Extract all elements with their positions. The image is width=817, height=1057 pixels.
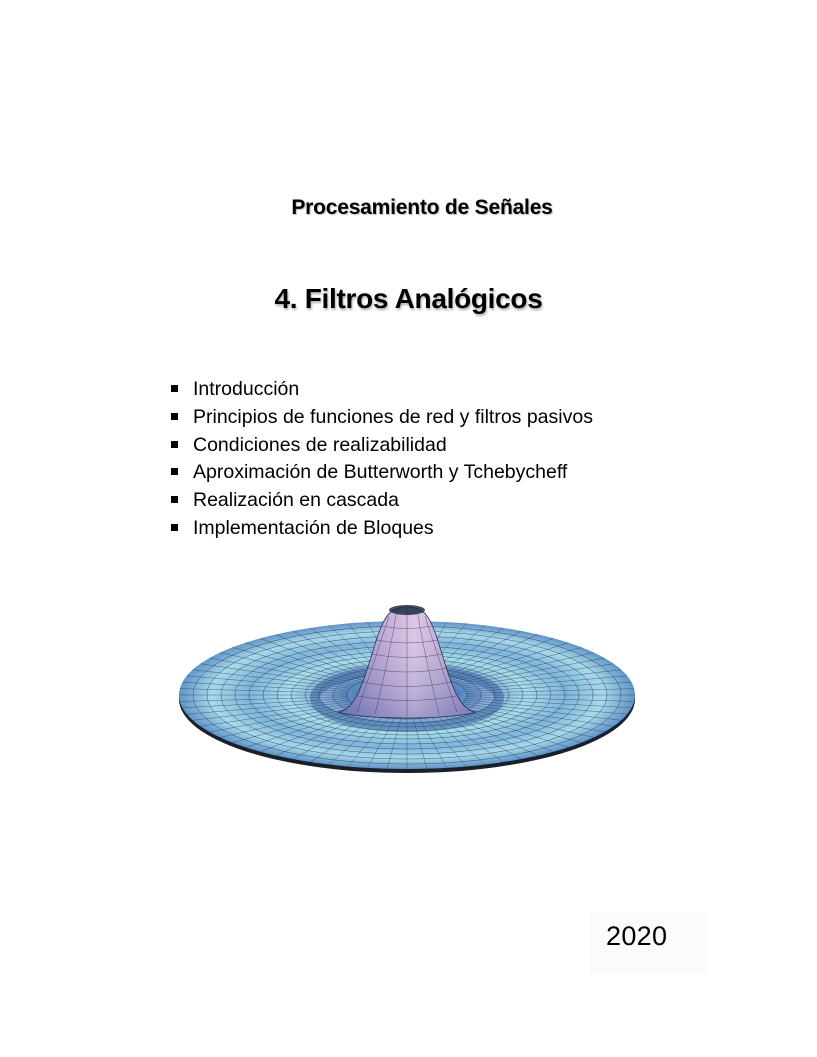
square-bullet-icon [171,385,178,392]
course-title: Procesamiento de Señales [291,196,553,219]
square-bullet-icon [171,441,178,448]
topic-item [168,515,593,543]
topic-label: Realización en cascada [193,489,399,512]
chapter-title: 4. Filtros Analógicos [274,283,543,314]
topic-item [168,404,593,432]
sinc-surface-illustration [175,598,640,778]
topic-list [168,376,593,543]
square-bullet-icon [171,524,178,531]
topic-label: Aproximación de Butterworth y Tchebycheff [193,461,568,484]
topic-label: Implementación de Bloques [193,516,434,539]
square-bullet-icon [171,496,178,503]
square-bullet-icon [171,413,178,420]
year-label: 2020 [606,921,668,951]
topic-label: Condiciones de realizabilidad [193,433,447,456]
topic-item [168,432,593,460]
topic-item [168,376,593,404]
topic-item [168,459,593,487]
square-bullet-icon [171,468,178,475]
topic-item [168,487,593,515]
topic-label: Introducción [193,378,300,400]
topic-label: Principios de funciones de red y filtros pasivos [193,405,593,428]
